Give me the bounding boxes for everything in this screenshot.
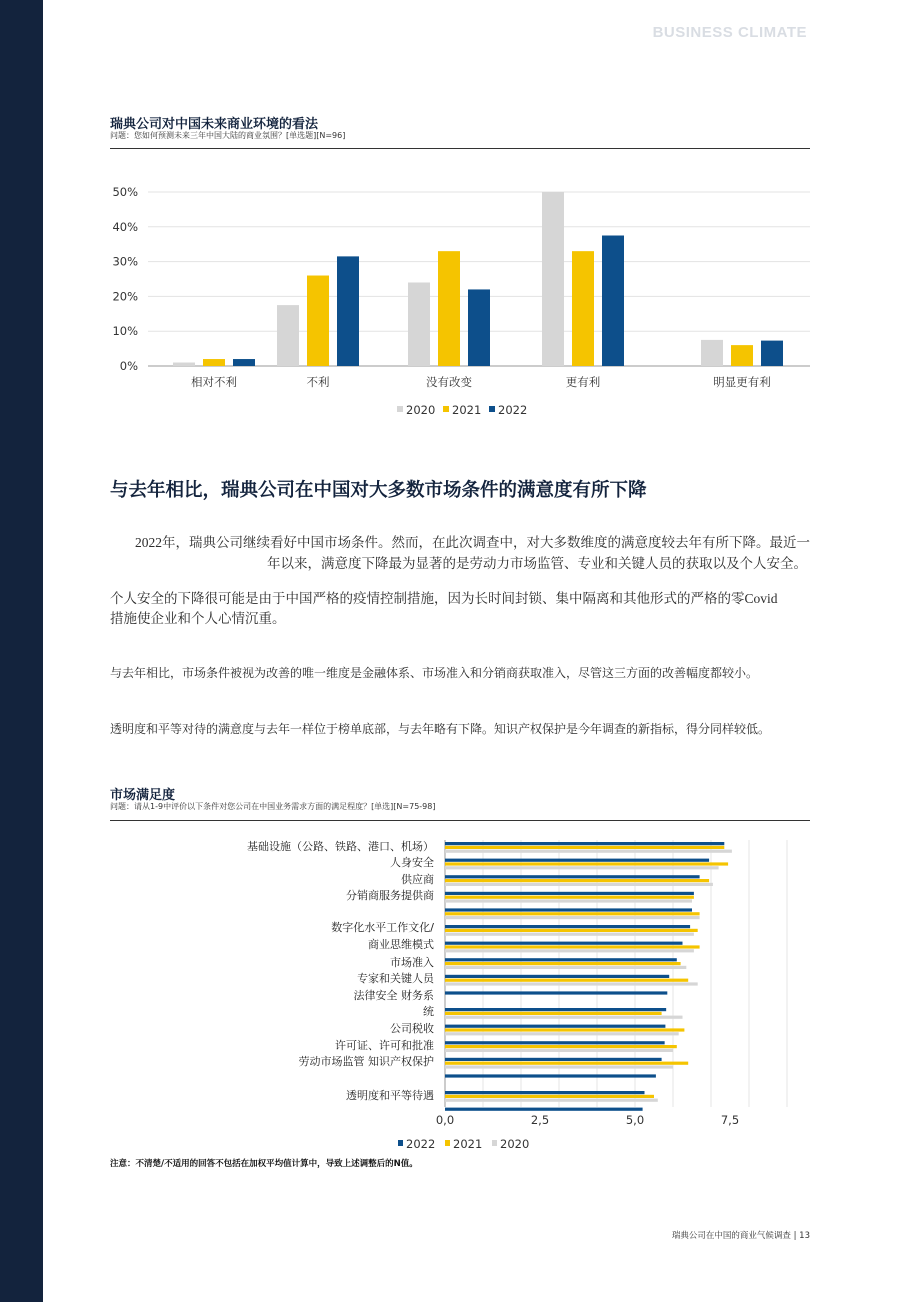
legend-swatch-2020 — [492, 1140, 497, 1146]
bar-2020 — [445, 899, 692, 902]
bar-2021 — [307, 276, 329, 366]
bar-2022 — [445, 958, 677, 961]
bar-2020 — [408, 282, 430, 366]
x-category-label: 没有改变 — [426, 375, 472, 389]
x-tick-label: 0,0 — [435, 1113, 455, 1127]
legend-label-2021: 2021 — [452, 403, 482, 417]
bar-2021 — [445, 1028, 684, 1031]
bar-2020 — [445, 1016, 683, 1019]
bar-2020 — [173, 363, 195, 366]
chart2-title: 市场满足度 — [110, 788, 176, 803]
bar-2021 — [445, 896, 694, 899]
category-label: 专家和关键人员 — [357, 972, 434, 985]
bar-2022 — [337, 256, 359, 366]
chart-note: 注意：不清楚/不适用的回答不包括在加权平均值计算中，导致上述调整后的N值。 — [110, 1159, 418, 1169]
legend-label-2021: 2021 — [453, 1137, 483, 1151]
bar-2022 — [445, 1041, 665, 1044]
category-label: 数字化水平工作文化/ — [331, 921, 434, 934]
legend-swatch-2021 — [445, 1140, 450, 1146]
category-label: 许可证、许可和批准 — [335, 1039, 434, 1052]
legend-swatch-2021 — [443, 406, 449, 412]
category-label: 透明度和平等待遇 — [346, 1089, 434, 1102]
bar-2020 — [701, 340, 723, 366]
bar-2020 — [445, 966, 686, 969]
paragraph-1-line-2: 年以来，满意度下降最为显著的是劳动力市场监管、专业和关键人员的获取以及个人安全。 — [267, 556, 807, 571]
category-label: 统 — [423, 1005, 434, 1018]
category-label: 劳动市场监管 知识产权保护 — [298, 1055, 434, 1068]
chart1-divider — [110, 148, 810, 149]
chart1-title: 瑞典公司对中国未来商业环境的看法 — [110, 117, 319, 132]
legend-label-2022: 2022 — [406, 1137, 436, 1151]
paragraph-3: 与去年相比，市场条件被视为改善的唯一维度是金融体系、市场准入和分销商获取准入，尽管这三方面的改善幅度都较小。 — [110, 666, 759, 680]
bar-2020 — [445, 949, 694, 952]
bar-2022 — [445, 942, 683, 945]
bar-2020 — [445, 933, 694, 936]
y-tick-label: 30% — [112, 254, 138, 269]
x-tick-label: 2,5 — [530, 1113, 550, 1127]
left-sidebar-band — [0, 0, 43, 1302]
bar-2020 — [445, 982, 698, 985]
bar-2021 — [445, 862, 728, 865]
outlook-bar-chart — [100, 180, 820, 430]
chart2-divider — [110, 820, 810, 821]
legend-label-2020: 2020 — [500, 1137, 530, 1151]
bar-2020 — [445, 866, 719, 869]
bar-2021 — [445, 929, 698, 932]
section-headline: 与去年相比，瑞典公司在中国对大多数市场条件的满意度有所下降 — [110, 480, 647, 501]
category-label: 基础设施（公路、铁路、港口、机场） — [247, 840, 434, 853]
category-label: 分销商服务提供商 — [346, 889, 434, 902]
y-tick-label: 40% — [112, 219, 138, 234]
bar-2022 — [761, 341, 783, 366]
satisfaction-bar-chart — [200, 830, 820, 1160]
bar-2020 — [445, 1032, 679, 1035]
bar-2020 — [445, 916, 700, 919]
bar-2021 — [445, 1062, 688, 1065]
bar-2021 — [445, 912, 700, 915]
bar-2020 — [445, 883, 713, 886]
x-tick-label: 7,5 — [720, 1113, 740, 1127]
legend-label-2020: 2020 — [406, 403, 436, 417]
bar-2021 — [445, 945, 700, 948]
bar-2022 — [445, 925, 690, 928]
bar-2022 — [445, 908, 692, 911]
bar-2022 — [445, 1025, 665, 1028]
bar-2021 — [445, 979, 688, 982]
bar-2022 — [445, 991, 667, 994]
page-footer: 瑞典公司在中国的商业气候调查 | 13 — [671, 1231, 810, 1241]
paragraph-1-line-1: 2022年，瑞典公司继续看好中国市场条件。然而，在此次调查中，对大多数维度的满意度较去年有所下降。最近一 — [135, 535, 810, 550]
bar-2022 — [445, 875, 700, 878]
bar-2021 — [572, 251, 594, 366]
bar-2021 — [445, 1045, 677, 1048]
section-tag: BUSINESS CLIMATE — [652, 24, 807, 41]
bar-2020 — [277, 305, 299, 366]
category-label: 法律安全 财务系 — [353, 989, 434, 1002]
bar-2022 — [445, 859, 709, 862]
bar-2022 — [445, 975, 669, 978]
bar-2020 — [445, 1049, 673, 1052]
bar-2022 — [445, 1008, 666, 1011]
bar-2022 — [445, 1058, 662, 1061]
bar-2022 — [445, 842, 724, 845]
bar-2022 — [233, 359, 255, 366]
bar-2021 — [203, 359, 225, 366]
bar-2020 — [445, 1065, 673, 1068]
bar-2022 — [445, 1074, 656, 1077]
paragraph-2-line-2: 措施使企业和个人心情沉重。 — [110, 611, 286, 626]
chart2-subtitle: 问题：请从1-9中评价以下条件对您公司在中国业务需求方面的满足程度？[单选][N=75-98] — [110, 802, 436, 811]
bar-2020 — [445, 850, 732, 853]
bar-2021 — [445, 962, 681, 965]
bar-2020 — [445, 1099, 658, 1102]
paragraph-2-line-1: 个人安全的下降很可能是由于中国严格的疫情控制措施，因为长时间封锁、集中隔离和其他形式的严格的零Covid — [110, 591, 778, 606]
bar-2022 — [468, 289, 490, 366]
category-label: 公司税收 — [390, 1022, 434, 1035]
x-category-label: 不利 — [306, 375, 330, 389]
category-label: 商业思维模式 — [368, 938, 434, 951]
bar-2022 — [445, 1091, 645, 1094]
bar-2020 — [542, 192, 564, 366]
x-tick-label: 5,0 — [625, 1113, 645, 1127]
bar-2022 — [445, 1108, 643, 1111]
bar-2021 — [445, 1012, 662, 1015]
y-tick-label: 0% — [119, 359, 138, 373]
y-tick-label: 50% — [112, 185, 138, 199]
bar-2022 — [602, 236, 624, 367]
chart1-subtitle: 问题：您如何预测未来三年中国大陆的商业氛围？[单选题][N=96] — [110, 131, 346, 140]
x-category-label: 相对不利 — [191, 375, 237, 389]
category-label: 人身安全 — [390, 856, 434, 869]
legend-swatch-2022 — [398, 1140, 403, 1146]
legend-label-2022: 2022 — [498, 403, 528, 417]
bar-2021 — [445, 879, 709, 882]
y-tick-label: 10% — [112, 324, 138, 339]
legend-swatch-2020 — [397, 406, 403, 412]
bar-2021 — [438, 251, 460, 366]
paragraph-4: 透明度和平等对待的满意度与去年一样位于榜单底部，与去年略有下降。知识产权保护是今年调查的新指标，得分同样较低。 — [110, 722, 771, 736]
y-tick-label: 20% — [112, 289, 138, 304]
bar-2022 — [445, 892, 694, 895]
category-label: 供应商 — [401, 873, 434, 886]
category-label: 市场准入 — [390, 956, 434, 969]
x-category-label: 更有利 — [565, 375, 601, 389]
bar-2021 — [445, 846, 724, 849]
bar-2021 — [731, 345, 753, 366]
legend-swatch-2022 — [489, 406, 495, 412]
bar-2021 — [445, 1095, 654, 1098]
x-category-label: 明显更有利 — [713, 375, 771, 389]
